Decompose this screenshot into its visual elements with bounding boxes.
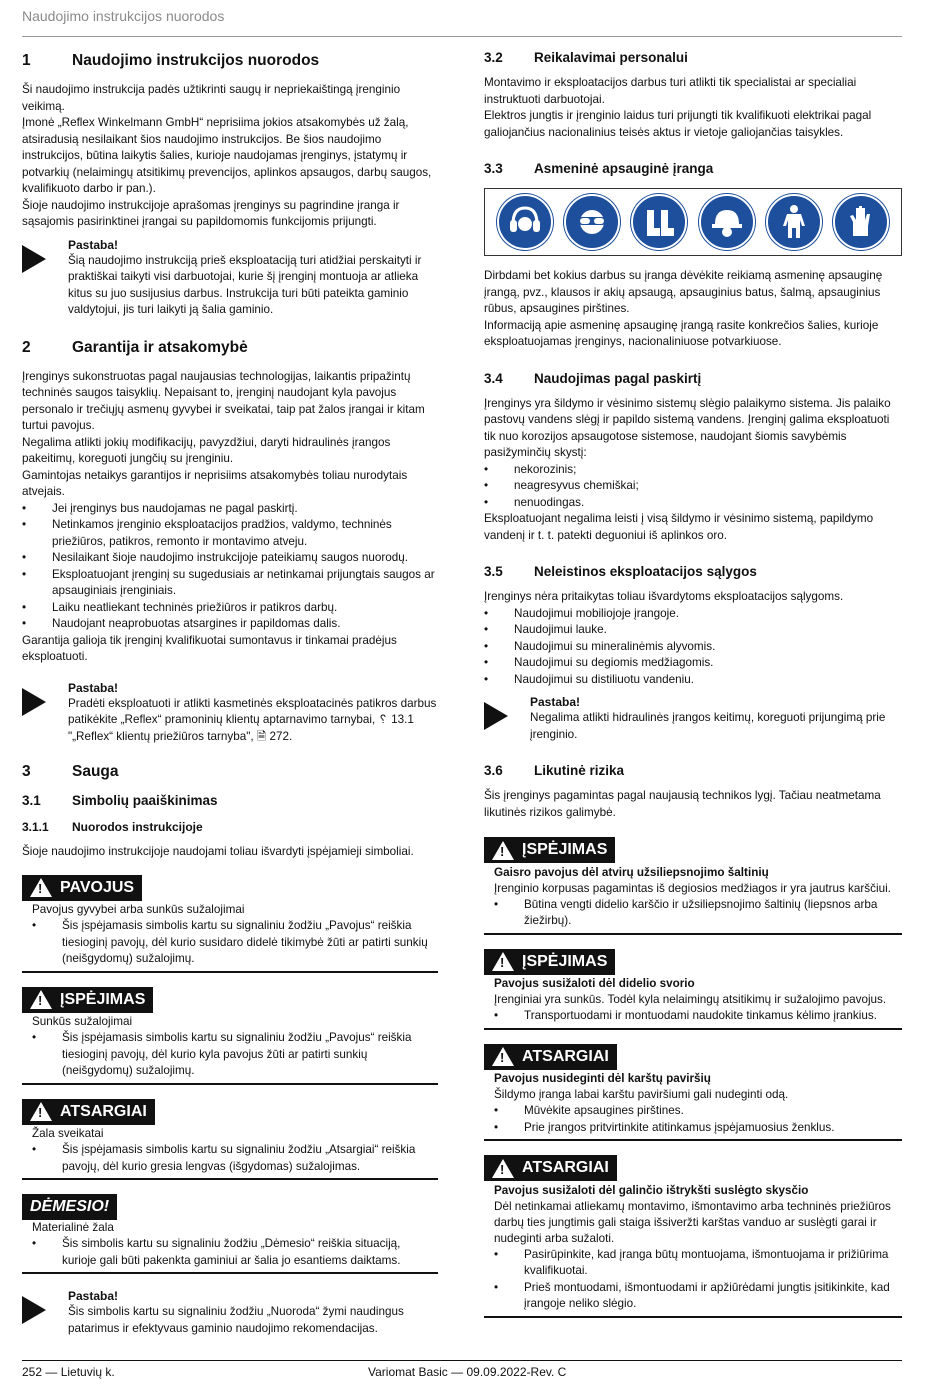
note-block — [22, 1288, 438, 1337]
list-item: • Naudojimui su mineralinėmis alyvomis. — [484, 639, 902, 656]
section-3-1-1-heading: 3.1.1 Nuorodos instrukcijoje — [22, 820, 203, 834]
warning-triangle-icon — [30, 990, 52, 1009]
warning-title: Gaisro pavojus dėl atvirų užsiliepsnojimo šaltinių — [494, 865, 769, 879]
note-title: Pastaba! — [68, 680, 119, 695]
warning-text: Šildymo įranga labai karštu paviršiumi gali nudeginti odą. — [494, 1088, 789, 1101]
section-3-4-heading: 3.4 Naudojimas pagal paskirtį — [484, 370, 702, 386]
left-column — [22, 44, 438, 1337]
running-title: Naudojimo instrukcijos nuorodos — [22, 8, 225, 24]
list-item: • nenuodingas. — [484, 495, 902, 512]
section-3-3-heading: 3.3 Asmeninė apsauginė įranga — [484, 161, 714, 176]
warning-subtitle: Sunkūs sužalojimai — [32, 1015, 133, 1028]
warning-title: Pavojus nusideginti dėl karštų paviršių — [494, 1072, 711, 1085]
list-item: • Mūvėkite apsaugines pirštines. — [494, 1103, 902, 1120]
note-arrow-icon — [22, 688, 46, 716]
right-column — [484, 44, 902, 1318]
document-id: Variomat Basic — 09.09.2022-Rev. C — [368, 1365, 567, 1379]
safety-boots-icon — [631, 194, 687, 250]
list-item: • Jei įrenginys bus naudojamas ne pagal paskirtį. — [22, 501, 438, 518]
note-arrow-icon — [22, 1296, 46, 1324]
warning-text: Įrenginio korpusas pagamintas iš degiosios medžiagos ir yra jautrus karščiui. — [494, 881, 891, 895]
paragraph: Šioje naudojimo instrukcijoje aprašomas įrenginys su pagrindine įranga ir sąsajomis pasirinktinei įrangai su papildomomis funkcijomis prijungti. — [22, 198, 400, 228]
paragraph: Negalima atlikti jokių modifikacijų, pavyzdžiui, daryti hidraulinės įrangos pakeitimų, koreguoti jungčių su įrenginiu. — [22, 435, 391, 465]
list-item: • Naudojimui lauke. — [484, 622, 902, 639]
warning-triangle-icon — [492, 1047, 514, 1066]
footer-rule — [22, 1360, 902, 1361]
list-item: • Naudojant neaprobuotas atsargines ir papildomas dalis. — [22, 616, 438, 633]
list-item: • Naudojimui su degiomis medžiagomis. — [484, 655, 902, 672]
list-item: • Transportuodami ir montuodami naudokite tinkamus kėlimo įrankius. — [494, 1008, 902, 1025]
paragraph: Montavimo ir eksploatacijos darbus turi atlikti tik specialistai ar specialiai instruktuoti darbuotojai. — [484, 76, 857, 106]
note-title: Pastaba! — [530, 695, 581, 709]
warning-title: Pavojus susižaloti dėl galinčio ištrykšti suslėgto skysčio — [494, 1183, 809, 1197]
warning-triangle-icon — [30, 1102, 52, 1121]
list-item: • Eksploatuojant įrenginį su sugedusiais ar netinkamai prijungtais saugos ar apsauginiais įrenginiais. — [22, 567, 438, 600]
note-text: Pradėti eksploatuoti ir atlikti kasmetinės eksploatacinės patikros darbus patikėkite „Reflex“ pramoninių klientų aptarnavimo tarnybai, ␦ 13.1 "„Reflex“ klientų priežiūros tarnyba", 🗎 272. — [68, 696, 437, 743]
note-text: Šią naudojimo instrukciją prieš eksploataciją turi atidžiai perskaityti ir praktiškai taikyti visi darbuotojai, kurie šį įrenginį montuoja ar atlieka kitus su juo susijusius darbus. Instrukcija turi būti pateikta gaminio valdytojui, jis turi laikyti ją šalia gaminio. — [68, 253, 422, 316]
list-item: • Laiku neatliekant techninės priežiūros ir patikros darbų. — [22, 600, 438, 617]
section-3-heading: 3 Sauga — [22, 763, 119, 780]
note-arrow-icon — [22, 245, 46, 273]
section-3-5-heading: 3.5 Neleistinos eksploatacijos sąlygos — [484, 564, 757, 579]
section-3-1-heading: 3.1 Simbolių paaiškinimas — [22, 793, 218, 808]
warning-triangle-icon — [492, 1159, 514, 1178]
caution-badge: ! ATSARGIAI — [22, 1099, 155, 1125]
bullet-list — [484, 462, 902, 512]
caution-block — [22, 1099, 438, 1181]
caution-badge: ! ATSARGIAI — [484, 1044, 617, 1070]
section-1-heading: 1 Naudojimo instrukcijos nuorodos — [22, 52, 320, 69]
list-item: • neagresyvus chemiškai; — [484, 478, 902, 495]
list-item: • Naudojimui su distiliuotu vandeniu. — [484, 672, 902, 689]
page-number: 252 — Lietuvių k. — [22, 1365, 115, 1379]
paragraph: Eksploatuojant negalima leisti į visą šildymo ir vėsinimo sistemą, papildymo vandenį ir t. t. patekti deguoniui iš aplinkos oro. — [484, 512, 874, 542]
note-block — [22, 680, 438, 746]
paragraph: Šioje naudojimo instrukcijoje naudojami toliau išvardyti įspėjamieji simboliai. — [22, 845, 414, 858]
warning-title: Pavojus susižaloti dėl didelio svorio — [494, 977, 695, 990]
paragraph: Šis įrenginys pagamintas pagal naujausią technikos lygį. Tačiau neatmetama likutinės rizikos galimybė. — [484, 789, 881, 819]
list-item: • Šis įspėjamasis simbolis kartu su signaliniu žodžiu „Pavojus“ reiškia tiesioginį pavojų, dėl kurio susidaro didelė tikimybė žūti ar patirti sunkių (neišgydomų) sužalojimų. — [32, 918, 438, 968]
note-block — [22, 237, 438, 319]
paragraph: Garantija galioja tik įrenginį kvalifikuotai sumontavus ir tinkamai pradėjus eksploatuoti. — [22, 633, 397, 663]
warning-badge: ! ĮSPĖJIMAS — [22, 987, 153, 1013]
warning-badge: ! ĮSPĖJIMAS — [484, 837, 615, 863]
note-title: Pastaba! — [68, 1289, 119, 1303]
list-item: • Būtina vengti didelio karščio ir užsiliepsnojimo šaltinių (liepsnos arba žiežirbų). — [494, 897, 902, 930]
protective-clothing-icon — [766, 194, 822, 250]
warning-block — [484, 837, 902, 935]
eye-protection-icon — [564, 194, 620, 250]
header-rule — [22, 36, 902, 37]
warning-text: Įrenginiai yra sunkūs. Todėl kyla nelaimingų atsitikimų ir sužalojimo pavojus. — [494, 993, 887, 1006]
section-2-heading: 2 Garantija ir atsakomybė — [22, 338, 248, 356]
bullet-list — [484, 606, 902, 689]
list-item: • Pasirūpinkite, kad įranga būtų montuojama, išmontuojama ir prižiūrima kvalifikuotai. — [494, 1247, 902, 1280]
warning-badge: ! ĮSPĖJIMAS — [484, 949, 615, 975]
helmet-icon — [699, 194, 755, 250]
warning-triangle-icon — [492, 841, 514, 860]
paragraph: Įrenginys nėra pritaikytas toliau išvardytoms eksploatacijos sąlygoms. — [484, 590, 844, 603]
list-item: • Prieš montuodami, išmontuodami ir apžiūrėdami jungtis įsitikinkite, kad įrangoje neliko slėgio. — [494, 1280, 902, 1313]
list-item: • nekorozinis; — [484, 462, 902, 479]
danger-block — [22, 875, 438, 973]
gloves-icon — [833, 194, 889, 250]
paragraph: Įmonė „Reflex Winkelmann GmbH“ neprisiima jokios atsakomybės už žalą, atsiradusią nesilaikant šios naudojimo instrukcijos. Be šios naudojimo instrukcijos, būtina laikytis šalies, kurioje naudojamas įrenginys, įstatymų ir potvarkių (nelaimingų atsitikimų prevencijos, aplinkos apsaugos, darbų saugos, kvalifikuoto darbo ir pan.). — [22, 116, 432, 195]
warning-subtitle: Žala sveikatai — [32, 1127, 104, 1140]
list-item: • Naudojimui mobiliojoje įrangoje. — [484, 606, 902, 623]
list-item: • Nesilaikant šioje naudojimo instrukcijoje pateikiamų saugos nuorodų. — [22, 550, 438, 567]
note-arrow-icon — [484, 702, 508, 730]
paragraph: Informaciją apie asmeninę apsauginę įrangą rasite konkrečios šalies, kurioje eksploatuojamas įrenginys, nacionaliniuose potvarkiuose. — [484, 318, 879, 348]
note-text: Negalima atlikti hidraulinės įrangos keitimų, koreguoti prijungimą prie įrenginio. — [530, 711, 886, 741]
list-item: • Šis įspėjamasis simbolis kartu su signaliniu žodžiu „Atsargiai“ reiškia pavojų, dėl kurio gresia lengvas (išgydomas) sužalojimas. — [32, 1142, 438, 1175]
paragraph: Elektros jungtis ir įrenginio laidus turi prijungti tik kvalifikuoti elektrikai pagal galiojančius nacionalinius teisės aktus ir vietoje galiojančias taisykles. — [484, 109, 872, 139]
ppe-icon-strip — [484, 188, 902, 256]
paragraph: Dirbdami bet kokius darbus su įranga dėvėkite reikiamą asmeninę apsauginę įrangą, pvz., klausos ir akių apsaugą, apsauginius batus, šalmą, apsauginius rūbus, apsaugines pirštines. — [484, 269, 883, 315]
note-block — [484, 694, 902, 743]
paragraph: Įrenginys sukonstruotas pagal naujausias technologijas, laikantis pripažintų techninės saugos taisyklių. Nepaisant to, įrenginį naudojant kyla pavojus personalo ir trečiųjų asmenų gyvybei ir sveikatai, taip pat žalos įrangai ir kitam turtui pavojus. — [22, 369, 425, 432]
warning-subtitle: Pavojus gyvybei arba sunkūs sužalojimai — [32, 903, 245, 916]
paragraph: Ši naudojimo instrukcija padės užtikrinti saugų ir nepriekaištingą įrenginio veikimą. — [22, 83, 401, 113]
warning-triangle-icon — [492, 952, 514, 971]
paragraph: Įrenginys yra šildymo ir vėsinimo sistemų slėgio palaikymo sistema. Jis palaiko pastovų vandens slėgį ir papildo sistemą vandens. Įrenginį galima eksploatuoti tik nuo korozijos apsaugotose sistemose, naudojant šiomis savybėmis pasižyminčių skystį: — [484, 396, 891, 459]
notice-block — [22, 1194, 438, 1274]
caution-block — [484, 1044, 902, 1142]
ear-protection-icon — [497, 194, 553, 250]
warning-block — [484, 949, 902, 1030]
warning-block — [22, 987, 438, 1085]
caution-block — [484, 1155, 902, 1318]
caution-badge: ! ATSARGIAI — [484, 1155, 617, 1181]
list-item: • Šis simbolis kartu su signaliniu žodžiu „Dėmesio“ reiškia situaciją, kurioje gali būti pakenkta gaminiui ar šalia jo esantiems daiktams. — [32, 1236, 438, 1269]
note-text: Šis simbolis kartu su signaliniu žodžiu „Nuoroda“ žymi naudingus patarimus ir efektyvaus gaminio naudojimo rekomendacijas. — [68, 1305, 404, 1335]
list-item: • Šis įspėjamasis simbolis kartu su signaliniu žodžiu „Pavojus“ reiškia tiesioginį pavojų, dėl kurio kyla pavojus žūti ar patirti sunkių (neišgydomų) sužalojimų. — [32, 1030, 438, 1080]
section-3-6-heading: 3.6 Likutinė rizika — [484, 763, 625, 778]
notice-badge: DĖMESIO! — [22, 1194, 117, 1220]
note-title: Pastaba! — [68, 237, 119, 252]
paragraph: Gamintojas netaikys garantijos ir neprisiims atsakomybės toliau nurodytais atvejais. — [22, 468, 408, 498]
list-item: • Netinkamos įrenginio eksploatacijos pradžios, valdymo, techninės priežiūros, patikros, remonto ir montavimo atveju. — [22, 517, 438, 550]
warning-text: Dėl netinkamai atliekamų montavimo, išmontavimo arba techninės priežiūros darbų ties jungtimis gali staiga išsiveržti karštas vanduo ar suslėgti garai ir nudeginti arba sužaloti. — [494, 1199, 891, 1245]
danger-badge: ! PAVOJUS — [22, 875, 142, 901]
warning-subtitle: Materialinė žala — [32, 1221, 114, 1234]
section-3-2-heading: 3.2 Reikalavimai personalui — [484, 50, 688, 65]
warning-triangle-icon — [30, 878, 52, 897]
list-item: • Prie įrangos pritvirtinkite atitinkamus įspėjamuosius ženklus. — [494, 1120, 902, 1137]
bullet-list — [22, 501, 438, 633]
